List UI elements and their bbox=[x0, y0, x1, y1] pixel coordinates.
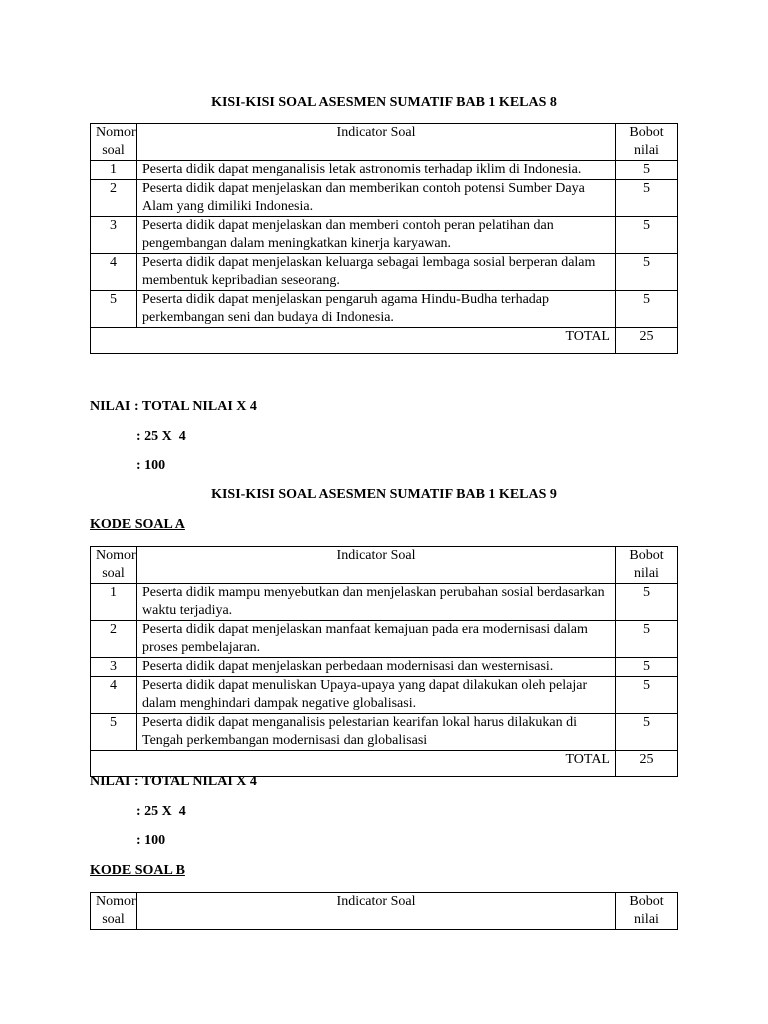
nilai-formula: NILAI : TOTAL NILAI X 4 bbox=[90, 399, 257, 414]
table-header-row bbox=[91, 893, 678, 930]
table-row bbox=[91, 161, 678, 180]
table-row bbox=[91, 254, 678, 291]
row-indicator: Peserta didik dapat menjelaskan keluarga sebagai lembaga sosial berperan dalam membentuk kepribadian seseorang. bbox=[137, 254, 616, 291]
row-bobot: 5 bbox=[616, 254, 678, 291]
table-header-row bbox=[91, 124, 678, 161]
nilai-calculation: : 25 X 4 bbox=[136, 429, 186, 444]
row-indicator: Peserta didik dapat menjelaskan dan memberikan contoh potensi Sumber Daya Alam yang dimiliki Indonesia. bbox=[137, 180, 616, 217]
header-bobot-nilai: Bobot nilai bbox=[616, 124, 678, 161]
nilai-calculation: : 25 X 4 bbox=[136, 804, 186, 819]
row-indicator: Peserta didik dapat menjelaskan dan memberi contoh peran pelatihan dan pengembangan dalam meningkatkan kinerja karyawan. bbox=[137, 217, 616, 254]
table-total-row bbox=[91, 328, 678, 354]
row-number: 3 bbox=[91, 658, 137, 677]
header-indicator-soal: Indicator Soal bbox=[137, 124, 616, 161]
table-row bbox=[91, 677, 678, 714]
kode-soal-b-heading: KODE SOAL B bbox=[90, 863, 185, 878]
total-value: 25 bbox=[616, 751, 678, 777]
table-row bbox=[91, 714, 678, 751]
section2-title: KISI-KISI SOAL ASESMEN SUMATIF BAB 1 KELAS 9 bbox=[211, 487, 557, 502]
row-bobot: 5 bbox=[616, 584, 678, 621]
row-number: 4 bbox=[91, 254, 137, 291]
nilai-formula: NILAI : TOTAL NILAI X 4 bbox=[90, 774, 257, 789]
row-number: 1 bbox=[91, 161, 137, 180]
row-indicator: Peserta didik dapat menganalisis pelestarian kearifan lokal harus dilakukan di Tengah perkembangan modernisasi dan globalisasi bbox=[137, 714, 616, 751]
table-row bbox=[91, 180, 678, 217]
header-nomor-soal: Nomor soal bbox=[91, 547, 137, 584]
table-row bbox=[91, 291, 678, 328]
row-indicator: Peserta didik dapat menjelaskan manfaat kemajuan pada era modernisasi dalam proses pembelajaran. bbox=[137, 621, 616, 658]
total-label: TOTAL bbox=[91, 328, 616, 354]
header-nomor-soal: Nomor soal bbox=[91, 893, 137, 930]
row-bobot: 5 bbox=[616, 217, 678, 254]
total-label: TOTAL bbox=[91, 751, 616, 777]
row-number: 4 bbox=[91, 677, 137, 714]
nilai-result: : 100 bbox=[136, 833, 166, 848]
table-row bbox=[91, 584, 678, 621]
kode-soal-a-heading: KODE SOAL A bbox=[90, 517, 185, 532]
header-bobot-nilai: Bobot nilai bbox=[616, 893, 678, 930]
section1-title: KISI-KISI SOAL ASESMEN SUMATIF BAB 1 KELAS 8 bbox=[211, 95, 557, 110]
kisi-table-kelas-9-kode-a bbox=[90, 546, 678, 777]
row-bobot: 5 bbox=[616, 180, 678, 217]
header-indicator-soal: Indicator Soal bbox=[137, 547, 616, 584]
row-indicator: Peserta didik mampu menyebutkan dan menjelaskan perubahan sosial berdasarkan waktu terjadiya. bbox=[137, 584, 616, 621]
table-row bbox=[91, 658, 678, 677]
row-indicator: Peserta didik dapat menuliskan Upaya-upaya yang dapat dilakukan oleh pelajar dalam menghindari dampak negative globalisasi. bbox=[137, 677, 616, 714]
row-number: 3 bbox=[91, 217, 137, 254]
row-bobot: 5 bbox=[616, 291, 678, 328]
row-number: 1 bbox=[91, 584, 137, 621]
header-nomor-soal: Nomor soal bbox=[91, 124, 137, 161]
table-row bbox=[91, 621, 678, 658]
kisi-table-kelas-9-kode-b bbox=[90, 892, 678, 930]
row-indicator: Peserta didik dapat menjelaskan perbedaan modernisasi dan westernisasi. bbox=[137, 658, 616, 677]
header-bobot-nilai: Bobot nilai bbox=[616, 547, 678, 584]
nilai-result: : 100 bbox=[136, 458, 166, 473]
row-indicator: Peserta didik dapat menganalisis letak astronomis terhadap iklim di Indonesia. bbox=[137, 161, 616, 180]
row-bobot: 5 bbox=[616, 714, 678, 751]
table-total-row bbox=[91, 751, 678, 777]
row-bobot: 5 bbox=[616, 677, 678, 714]
row-bobot: 5 bbox=[616, 621, 678, 658]
row-number: 5 bbox=[91, 714, 137, 751]
total-value: 25 bbox=[616, 328, 678, 354]
table-header-row bbox=[91, 547, 678, 584]
row-number: 2 bbox=[91, 180, 137, 217]
row-number: 5 bbox=[91, 291, 137, 328]
table-row bbox=[91, 217, 678, 254]
row-bobot: 5 bbox=[616, 161, 678, 180]
row-bobot: 5 bbox=[616, 658, 678, 677]
header-indicator-soal: Indicator Soal bbox=[137, 893, 616, 930]
kisi-table-kelas-8 bbox=[90, 123, 678, 354]
row-indicator: Peserta didik dapat menjelaskan pengaruh agama Hindu-Budha terhadap perkembangan seni dan budaya di Indonesia. bbox=[137, 291, 616, 328]
row-number: 2 bbox=[91, 621, 137, 658]
